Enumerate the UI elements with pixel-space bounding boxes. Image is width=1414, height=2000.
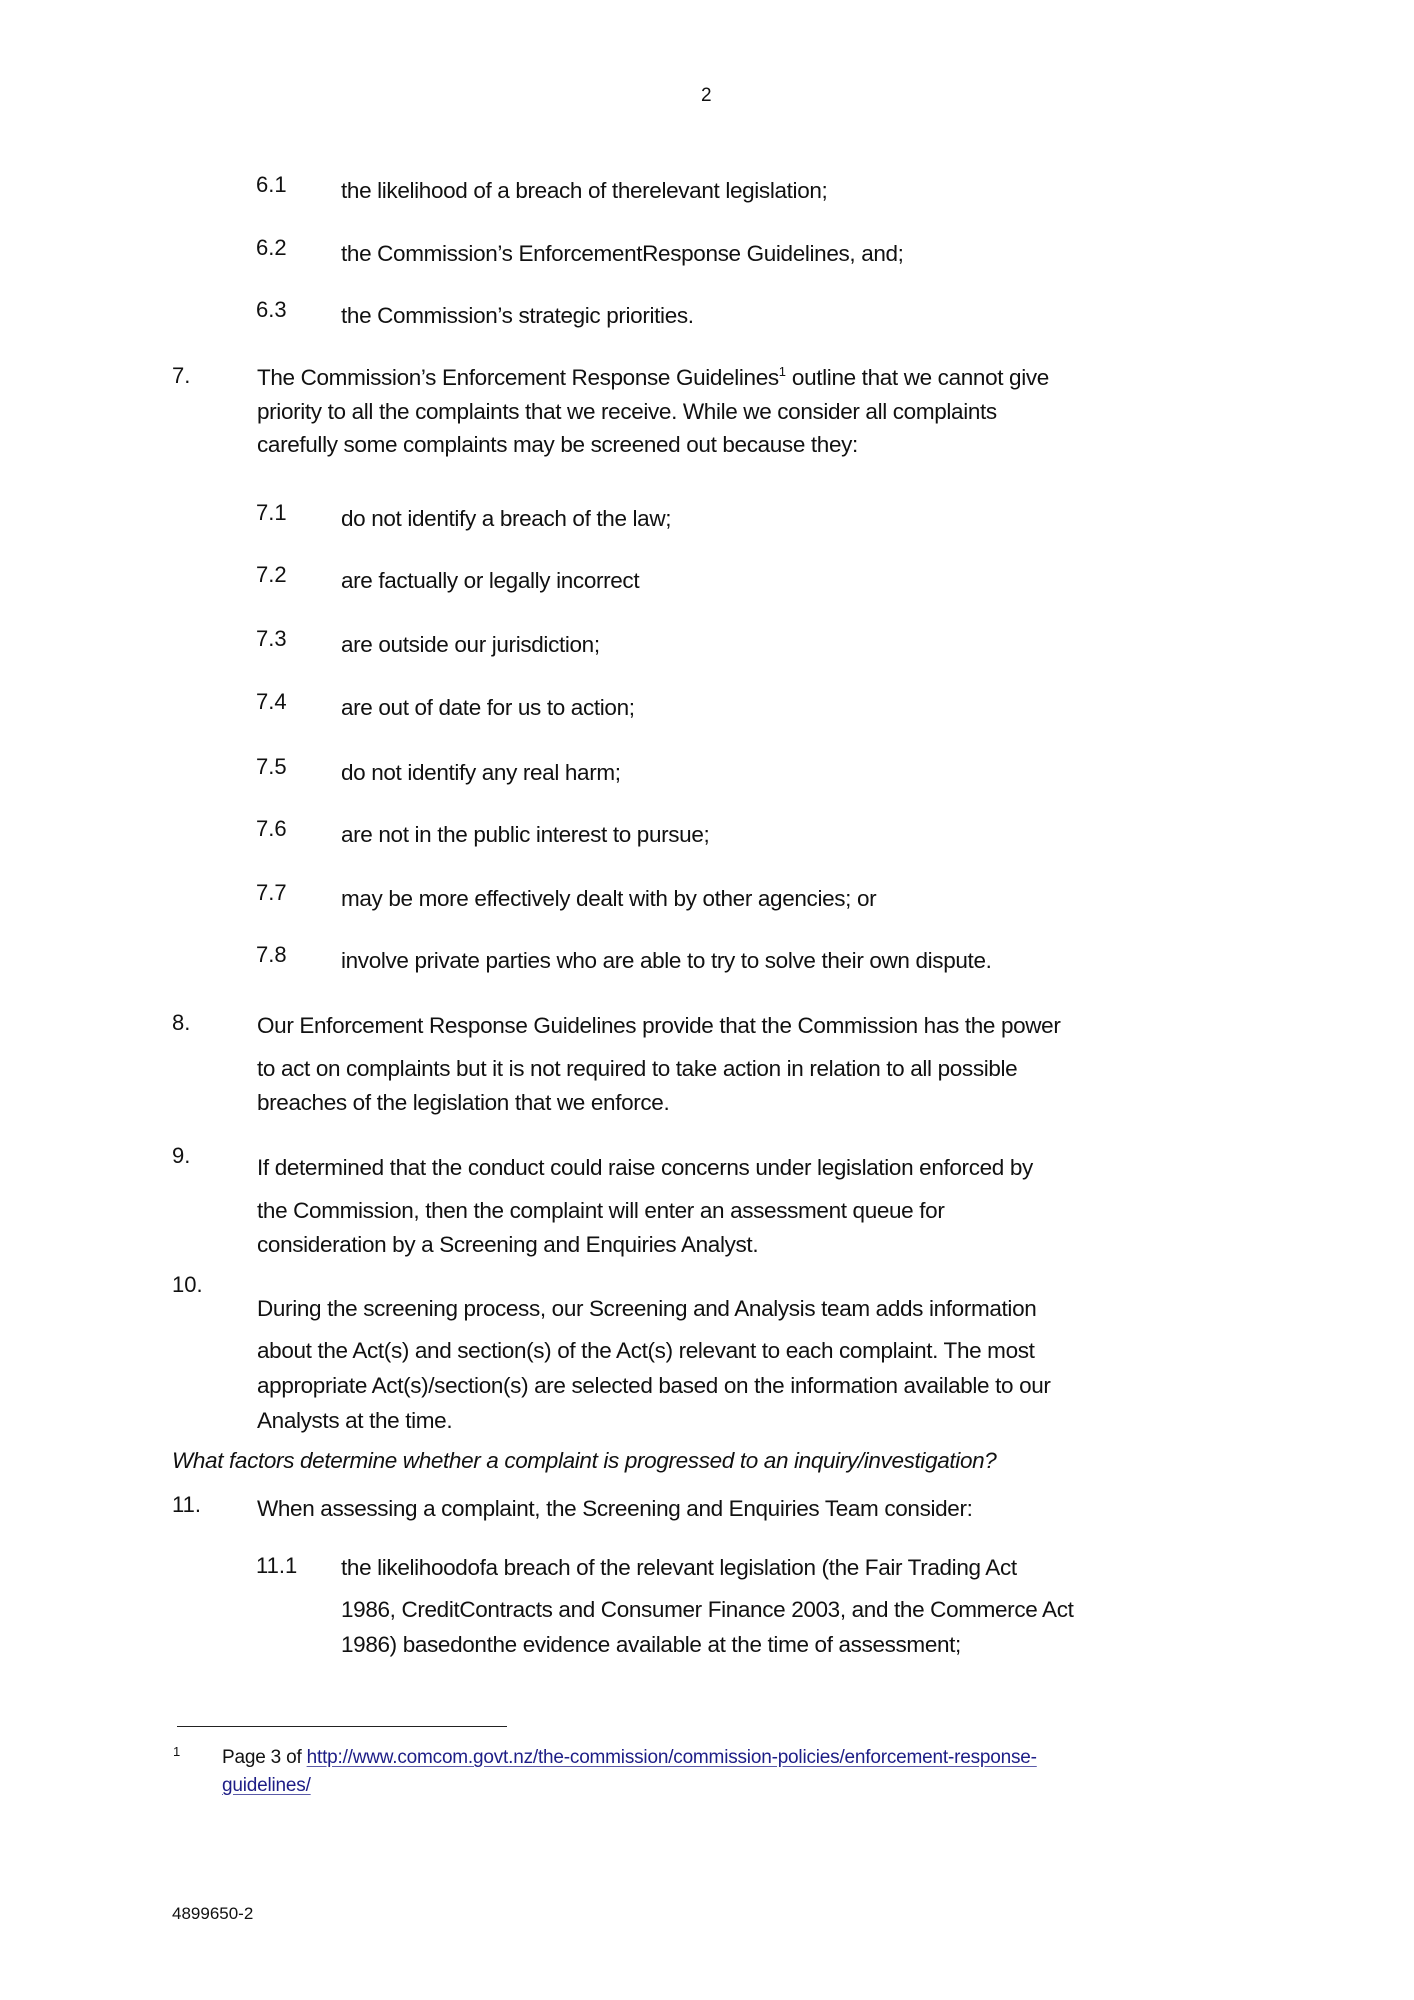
page-number: 2 [701,85,712,106]
paragraph-line: If determined that the conduct could raise concerns under legislation enforced by [257,1155,1033,1180]
paragraph-line: Our Enforcement Response Guidelines provide that the Commission has the power [257,1013,1061,1038]
paragraph-line: appropriate Act(s)/section(s) are selected based on the information available to our [257,1373,1051,1398]
footnote-line [222,1748,1037,1767]
item-text: may be more effectively dealt with by other agencies; or [341,886,877,911]
footnote-link-continuation[interactable]: guidelines/ [222,1775,311,1796]
item-text: do not identify any real harm; [341,760,621,785]
item-text: are out of date for us to action; [341,695,635,720]
item-text: are not in the public interest to pursue; [341,822,710,847]
item-text: are factually or legally incorrect [341,568,640,593]
paragraph-line: carefully some complaints may be screened out because they: [257,432,858,457]
item-text: do not identify a breach of the law; [341,506,672,531]
paragraph-line [257,364,1049,390]
paragraph-text: outline that we cannot give [786,365,1049,390]
item-text: the likelihood of a breach of therelevant legislation; [341,178,828,203]
paragraph-line: consideration by a Screening and Enquiries Analyst. [257,1232,759,1257]
footnote-separator [177,1726,507,1727]
paragraph-number: 7. [172,363,191,388]
footnote-link[interactable]: http://www.comcom.govt.nz/the-commission/commission-policies/enforcement-response- [306,1747,1037,1768]
item-number: 7.2 [256,562,287,587]
item-text: 1986) basedonthe evidence available at the time of assessment; [341,1632,961,1657]
item-text: involve private parties who are able to try to solve their own dispute. [341,948,992,973]
item-text: the Commission’s strategic priorities. [341,303,694,328]
paragraph-line: priority to all the complaints that we receive. While we consider all complaints [257,399,997,424]
paragraph-text: The Commission’s Enforcement Response Guidelines [257,365,779,390]
item-number: 7.8 [256,942,287,967]
item-number: 6.2 [256,235,287,260]
paragraph-line: During the screening process, our Screening and Analysis team adds information [257,1296,1037,1321]
item-number: 7.4 [256,689,287,714]
paragraph-line: Analysts at the time. [257,1408,453,1433]
item-number: 7.1 [256,500,287,525]
paragraph-line: breaches of the legislation that we enforce. [257,1090,670,1115]
item-number: 6.1 [256,172,287,197]
paragraph-line: When assessing a complaint, the Screening and Enquiries Team consider: [257,1496,973,1521]
paragraph-line: the Commission, then the complaint will enter an assessment queue for [257,1198,945,1223]
item-text: 1986, CreditContracts and Consumer Finance 2003, and the Commerce Act [341,1597,1074,1622]
item-text: the Commission’s EnforcementResponse Guidelines, and; [341,241,904,266]
footnote-mark: 1 [173,1744,181,1759]
item-number: 6.3 [256,297,287,322]
paragraph-line: about the Act(s) and section(s) of the Act(s) relevant to each complaint. The most [257,1338,1035,1363]
paragraph-number: 11. [172,1492,201,1517]
paragraph-number: 10. [172,1272,203,1297]
footnote-reference[interactable]: 1 [778,364,787,379]
paragraph-number: 8. [172,1010,191,1035]
item-number: 7.7 [256,880,287,905]
item-number: 11.1 [256,1553,298,1578]
paragraph-number: 9. [172,1143,191,1168]
paragraph-line: to act on complaints but it is not required to take action in relation to all possible [257,1056,1018,1081]
footnote-prefix: Page 3 of [222,1747,307,1768]
document-id: 4899650-2 [172,1904,254,1923]
item-number: 7.3 [256,626,287,651]
item-text: are outside our jurisdiction; [341,632,600,657]
section-heading: What factors determine whether a complaint is progressed to an inquiry/investigation? [172,1448,997,1473]
item-number: 7.6 [256,816,287,841]
item-number: 7.5 [256,754,287,779]
item-text: the likelihoodofa breach of the relevant legislation (the Fair Trading Act [341,1555,1017,1580]
